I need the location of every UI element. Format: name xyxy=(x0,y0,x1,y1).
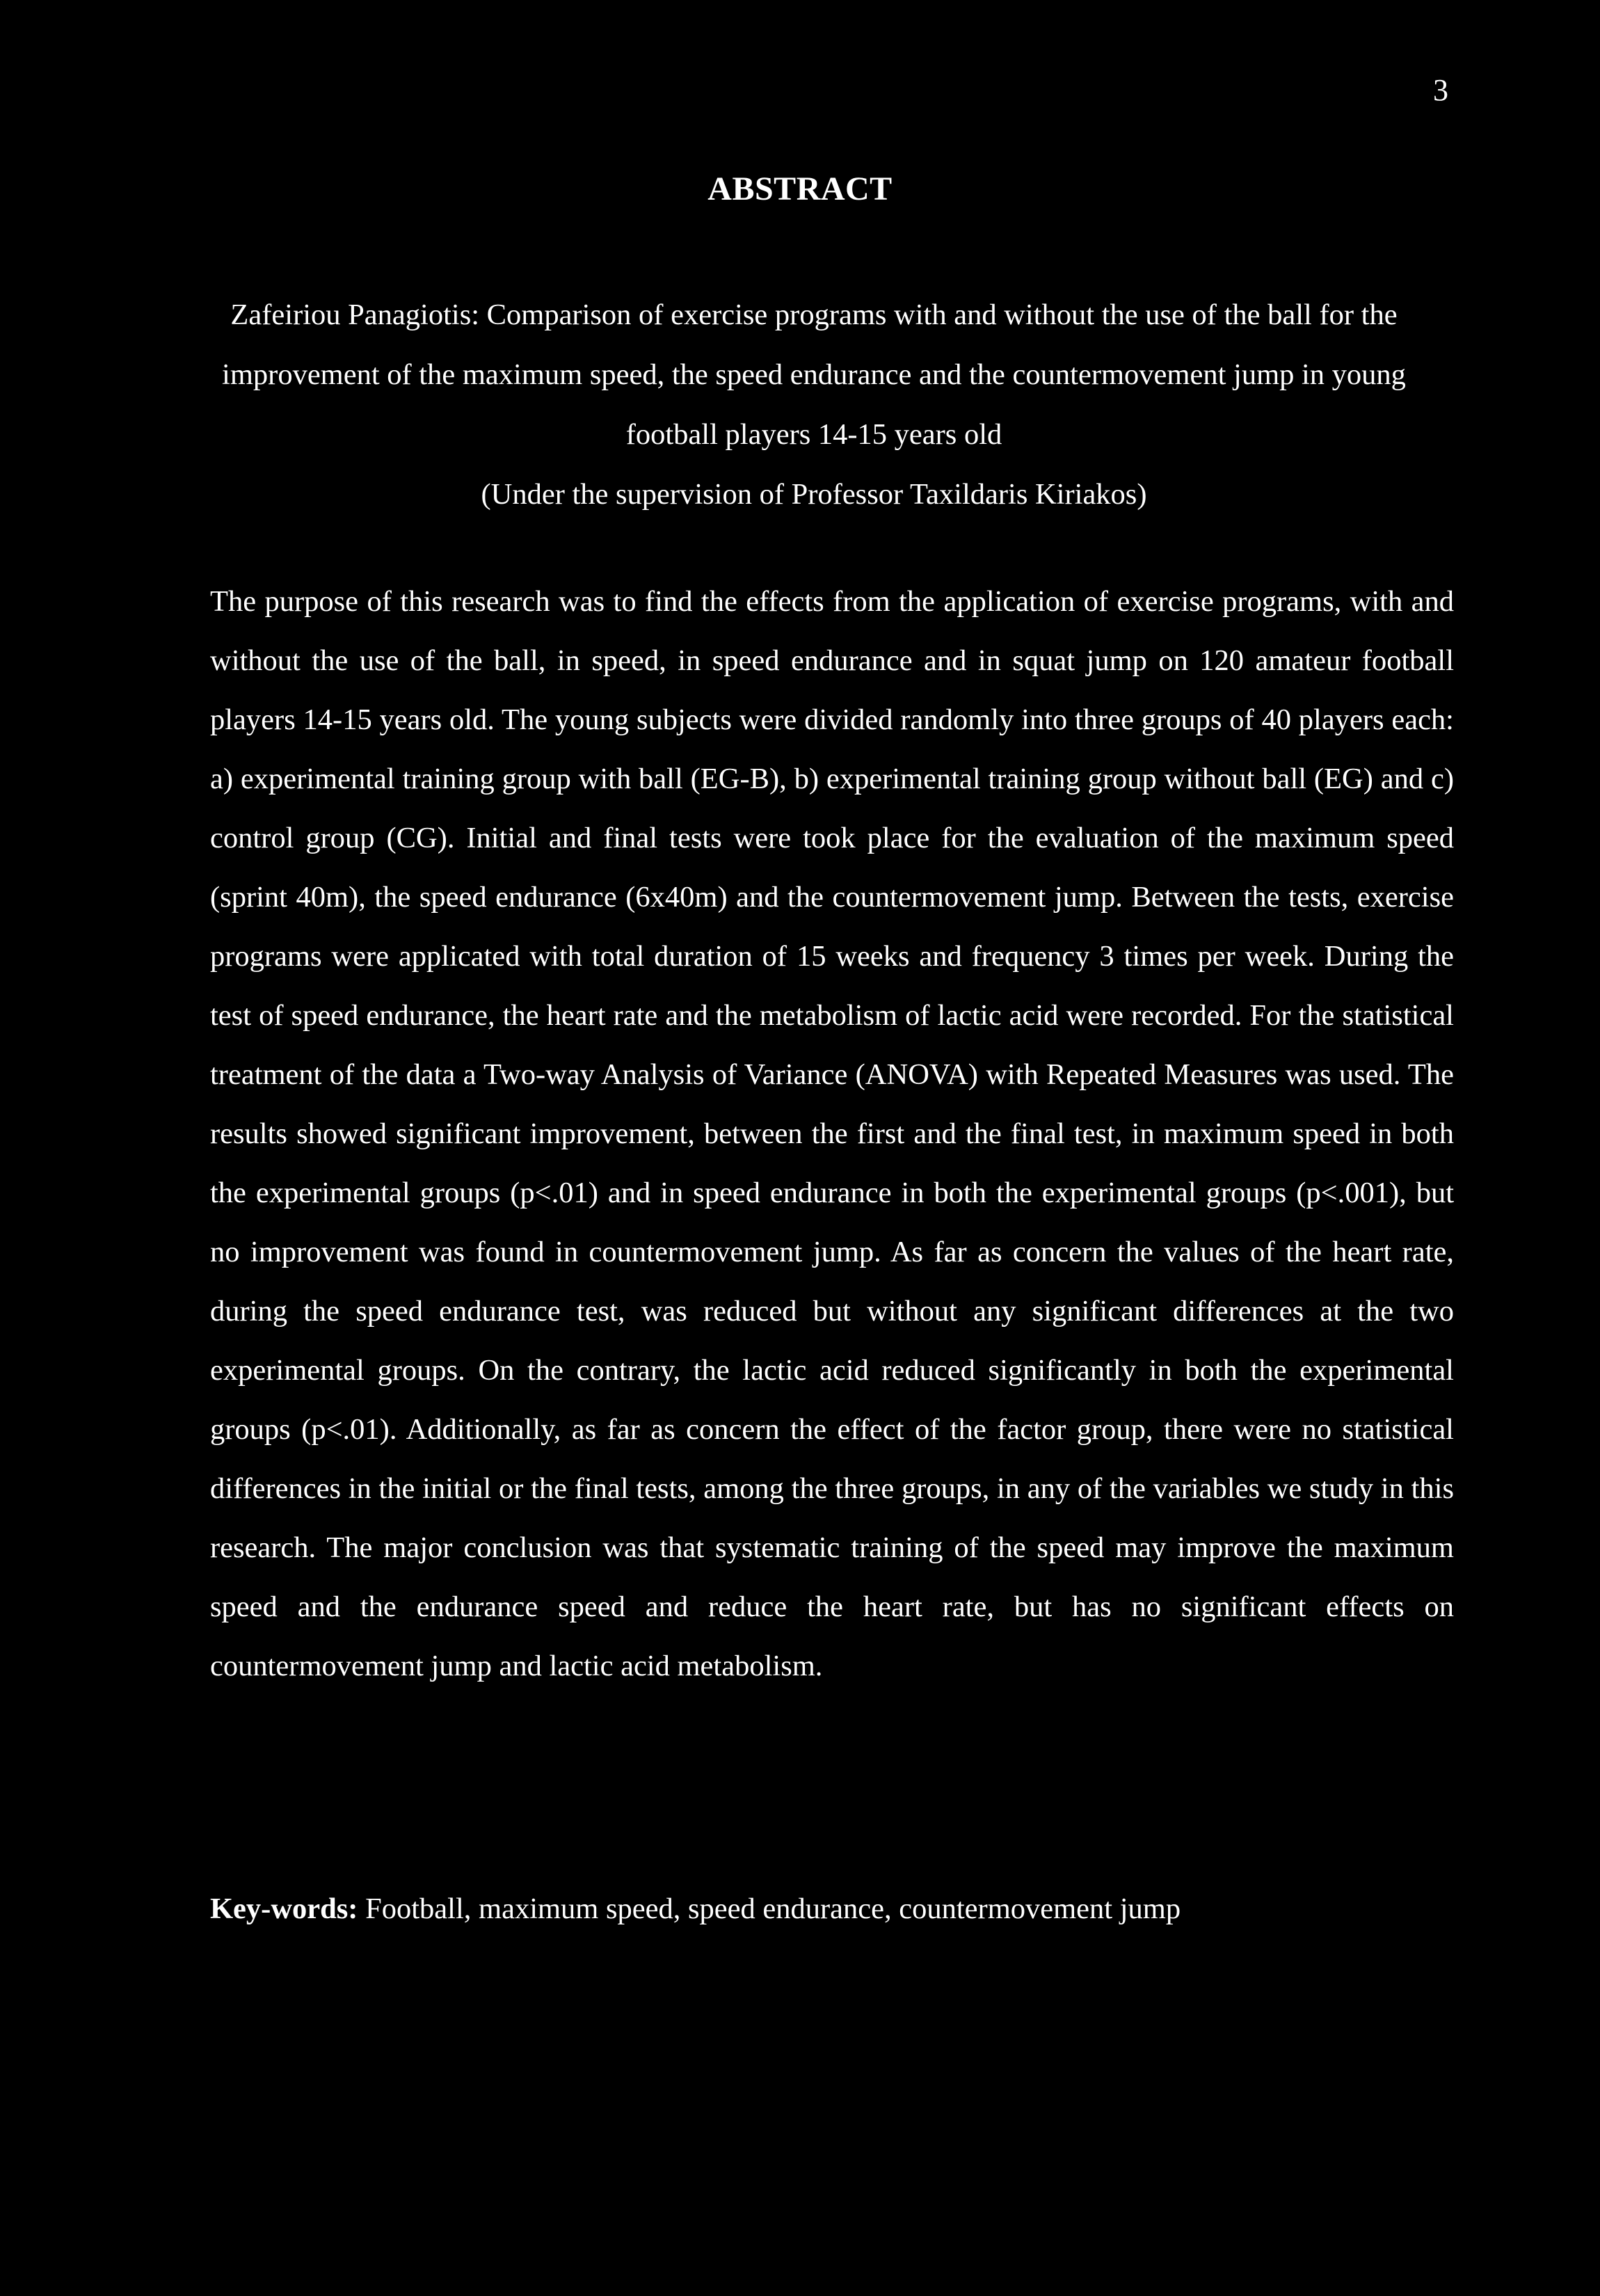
page-number: 3 xyxy=(1433,73,1448,107)
keywords-line xyxy=(210,1879,1454,1938)
keywords-label: Key-words: xyxy=(210,1892,358,1925)
abstract-heading: ABSTRACT xyxy=(707,170,893,207)
supervision-line: (Under the supervision of Professor Taxildaris Kiriakos) xyxy=(481,478,1147,511)
author-and-title: Zafeiriou Panagiotis: Comparison of exercise programs with and without the use of the ball for the improvement of the maximum speed, the speed endurance and the countermovement jump in young football players 14-15 years old xyxy=(222,298,1406,451)
thesis-title-block xyxy=(209,285,1419,525)
keywords-value: Football, maximum speed, speed endurance, countermovement jump xyxy=(365,1892,1181,1925)
abstract-body: The purpose of this research was to find the effects from the application of exercise programs, with and without the use of the ball, in speed, in speed endurance and in squat jump on 120 amateur football players 14-15 years old. The young subjects were divided randomly into three groups of 40 players each: a) experimental training group with ball (EG-B), b) experimental training group without ball (EG) and c) control group (CG). Initial and final tests were took place for the evaluation of the maximum speed (sprint 40m), the speed endurance (6x40m) and the countermovement jump. Between the tests, exercise programs were applicated with total duration of 15 weeks and frequency 3 times per week. During the test of speed endurance, the heart rate and the metabolism of lactic acid were recorded. For the statistical treatment of the data a Two-way Analysis of Variance (ANOVA) with Repeated Measures was used. The results showed significant improvement, between the first and the final test, in maximum speed in both the experimental groups (p<.01) and in speed endurance in both the experimental groups (p<.001), but no improvement was found in countermovement jump. As far as concern the values of the heart rate, during the speed endurance test, was reduced but without any significant differences at the two experimental groups. On the contrary, the lactic acid reduced significantly in both the experimental groups (p<.01). Additionally, as far as concern the effect of the factor group, there were no statistical differences in the initial or the final tests, among the three groups, in any of the variables we study in this research. The major conclusion was that systematic training of the speed may improve the maximum speed and the endurance speed and reduce the heart rate, but has no significant effects on countermovement jump and lactic acid metabolism. xyxy=(210,585,1454,1682)
